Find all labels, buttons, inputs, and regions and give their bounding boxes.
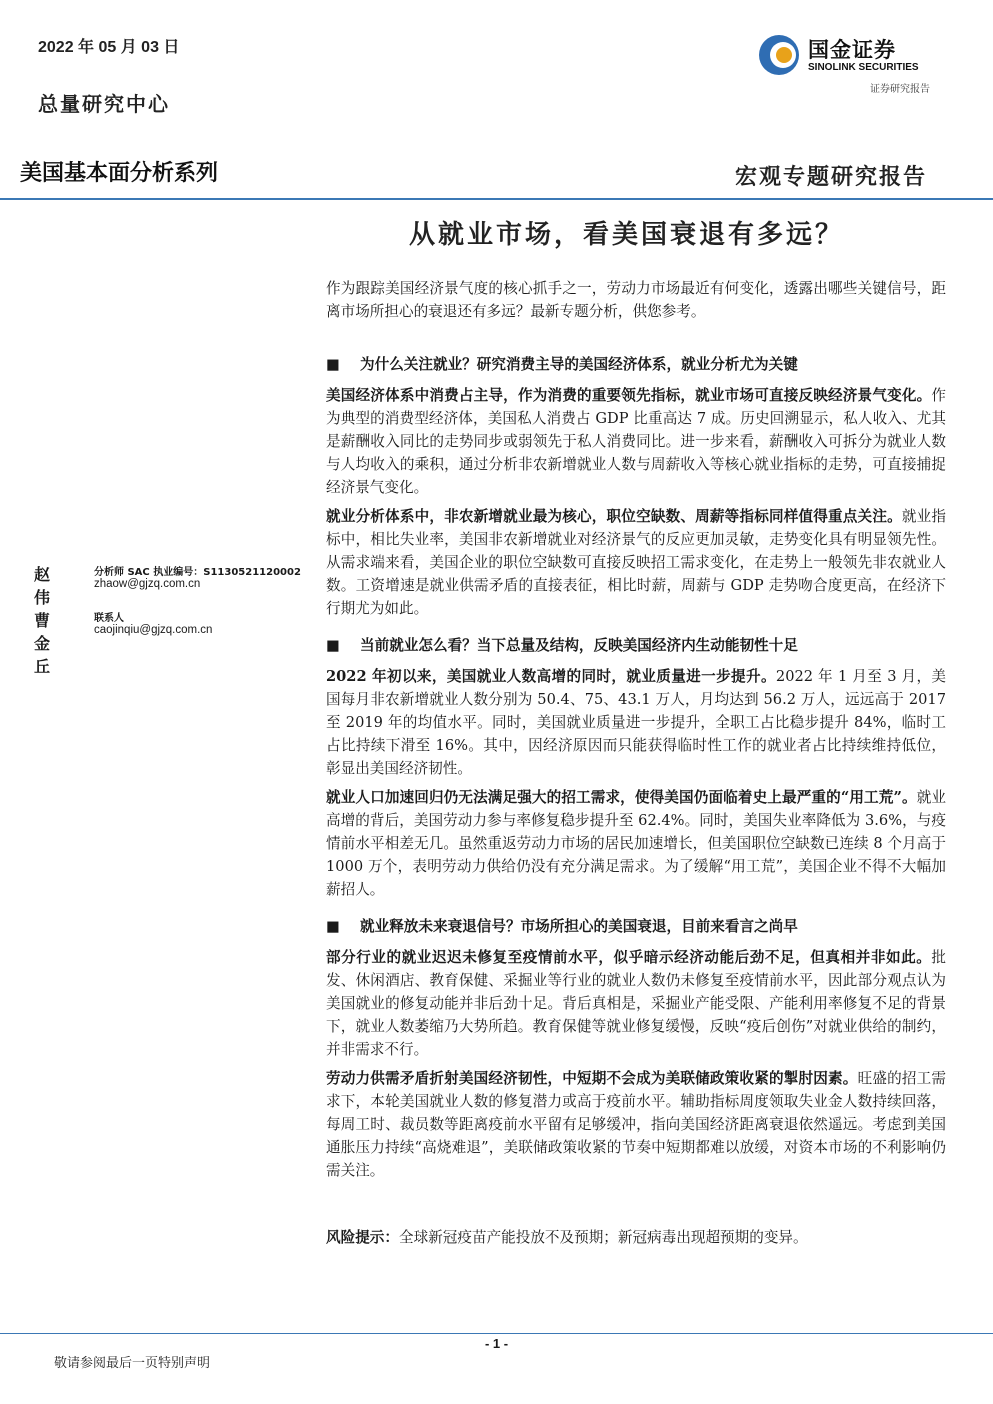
company-logo — [756, 28, 946, 98]
body-paragraph — [326, 786, 946, 901]
paragraph-text: 批发、休闲酒店、教育保健、采掘业等行业的就业人数仍未修复至疫情前水平，因此部分观点认为美国就业的修复动能并非后劲十足。背后真相是，采掘业产能受限、产能利用率修复不足的背景下，就业人数萎缩乃大势所趋。教育保健等就业修复缓慢，反映“疫后创伤”对就业供给的制约，并非需求不行。 — [326, 949, 946, 1058]
key-point: 2022 年初以来，美国就业人数高增的同时，就业质量进一步提升。 — [326, 668, 776, 685]
paragraph-text: 旺盛的招工需求下，本轮美国就业人数的修复潜力或高于疫前水平。辅助指标周度领取失业金人数持续回落，每周工时、裁员数等距离疫前水平留有足够缓冲，指向美国经济距离衰退依然遥远。考虑到美国通胀压力持续“高烧难退”，美联储政策收紧的节奏中短期都难以放缓，对资本市场的不利影响仍需关注。 — [326, 1070, 946, 1179]
section-heading-text: 就业释放未来衰退信号？市场所担心的美国衰退，目前来看言之尚早 — [360, 918, 798, 935]
logo-name-cn: 国金证券 — [808, 38, 896, 62]
bullet-square-icon: ■ — [326, 637, 340, 654]
bullet-square-icon: ■ — [326, 356, 340, 373]
logo-subtitle: 证券研究报告 — [870, 84, 930, 95]
risk-label: 风险提示： — [326, 1229, 399, 1246]
intro-paragraph: 作为跟踪美国经济景气度的核心抓手之一，劳动力市场最近有何变化，透露出哪些关键信号，距离市场所担心的衰退还有多远？最新专题分析，供您参考。 — [326, 280, 946, 320]
contact-role: 联系人 — [94, 613, 124, 624]
risk-warning — [326, 1226, 946, 1249]
series-title: 美国基本面分析系列 — [20, 161, 219, 186]
bullet-square-icon: ■ — [326, 918, 340, 935]
paragraph-text: 作为典型的消费型经济体，美国私人消费占 GDP 比重高达 7 成。历史回溯显示，私人收入、尤其是薪酬收入同比的走势同步或弱领先于私人消费同比。进一步来看，薪酬收入可拆分为就业人数与人均收入的乘积，通过分析非农新增就业人数与周薪收入等核心就业指标的走势，可直接捕捉经济景气变化。 — [326, 387, 946, 496]
report-body — [326, 277, 946, 1249]
report-type: 宏观专题研究报告 — [734, 164, 927, 190]
body-paragraph — [326, 1067, 946, 1182]
key-point: 就业分析体系中，非农新增就业最为核心，职位空缺数、周薪等指标同样值得重点关注。 — [326, 508, 902, 525]
section-heading — [326, 634, 946, 657]
key-point: 美国经济体系中消费占主导，作为消费的重要领先指标，就业市场可直接反映经济景气变化。 — [326, 387, 932, 404]
body-paragraph — [326, 505, 946, 620]
header-divider — [0, 198, 993, 200]
analyst-role: 分析师 SAC 执业编号：S1130521120002 — [94, 567, 301, 578]
research-center: 总量研究中心 — [38, 92, 170, 116]
section-heading — [326, 353, 946, 376]
key-point: 劳动力供需矛盾折射美国经济韧性，中短期不会成为美联储政策收紧的掣肘因素。 — [326, 1070, 858, 1087]
body-paragraph — [326, 665, 946, 780]
logo-icon — [756, 32, 802, 78]
analyst-name: 赵伟 — [34, 565, 52, 607]
analyst-email[interactable]: zhaow@gjzq.com.cn — [94, 578, 201, 590]
section-heading-text: 当前就业怎么看？当下总量及结构，反映美国经济内生动能韧性十足 — [360, 637, 798, 654]
footer-divider — [0, 1333, 993, 1334]
section-heading — [326, 915, 946, 938]
key-point: 就业人口加速回归仍无法满足强大的招工需求，使得美国仍面临着史上最严重的“用工荒”。 — [326, 789, 917, 806]
paragraph-text: 就业高增的背后，美国劳动力参与率修复稳步提升至 62.4%。同时，美国失业率降低为 3.6%，与疫情前水平相差无几。虽然重返劳动力市场的居民加速增长，但美国职位空缺数已连续 8 个月高于 1000 万个，表明劳动力供给仍没有充分满足需求。为了缓解“用工荒”，美国企业不得不大幅加薪招人。 — [326, 789, 946, 898]
body-paragraph — [326, 946, 946, 1061]
key-point: 部分行业的就业迟迟未修复至疫情前水平，似乎暗示经济动能后劲不足，但真相并非如此。 — [326, 949, 932, 966]
contact-email[interactable]: caojinqiu@gjzq.com.cn — [94, 624, 213, 636]
report-title: 从就业市场，看美国衰退有多远？ — [408, 220, 844, 250]
disclaimer-note: 敬请参阅最后一页特别声明 — [54, 1356, 211, 1371]
body-paragraph — [326, 384, 946, 499]
paragraph-text: 就业指标中，相比失业率，美国非农新增就业对经济景气的反应更加灵敏，走势变化具有明显领先性。从需求端来看，美国企业的职位空缺数可直接反映招工需求变化，在走势上一般领先非农就业人数。工资增速是就业供需矛盾的直接表征，相比时薪，周薪与 GDP 走势吻合度更高，在经济下行期尤为如此。 — [326, 508, 946, 617]
contact-name: 曹金丘 — [34, 611, 52, 676]
page-number: - 1 - — [484, 1336, 509, 1351]
paragraph-text: 2022 年 1 月至 3 月，美国每月非农新增就业人数分别为 50.4、75、43.1 万人，月均达到 56.2 万人，远远高于 2017 至 2019 年的均值水平。同时，美国就业质量进一步提升，全职工占比稳步提升 84%，临时工占比持续下滑至 16%。其中，因经济原因而只能获得临时性工作的就业者占比持续维持低位，彰显出美国经济韧性。 — [326, 668, 947, 777]
logo-name-en: SINOLINK SECURITIES — [808, 62, 919, 73]
section-heading-text: 为什么关注就业？研究消费主导的美国经济体系，就业分析尤为关键 — [360, 356, 798, 373]
report-date: 2022 年 05 月 03 日 — [38, 39, 180, 56]
risk-text: 全球新冠疫苗产能投放不及预期；新冠病毒出现超预期的变异。 — [398, 1229, 808, 1246]
